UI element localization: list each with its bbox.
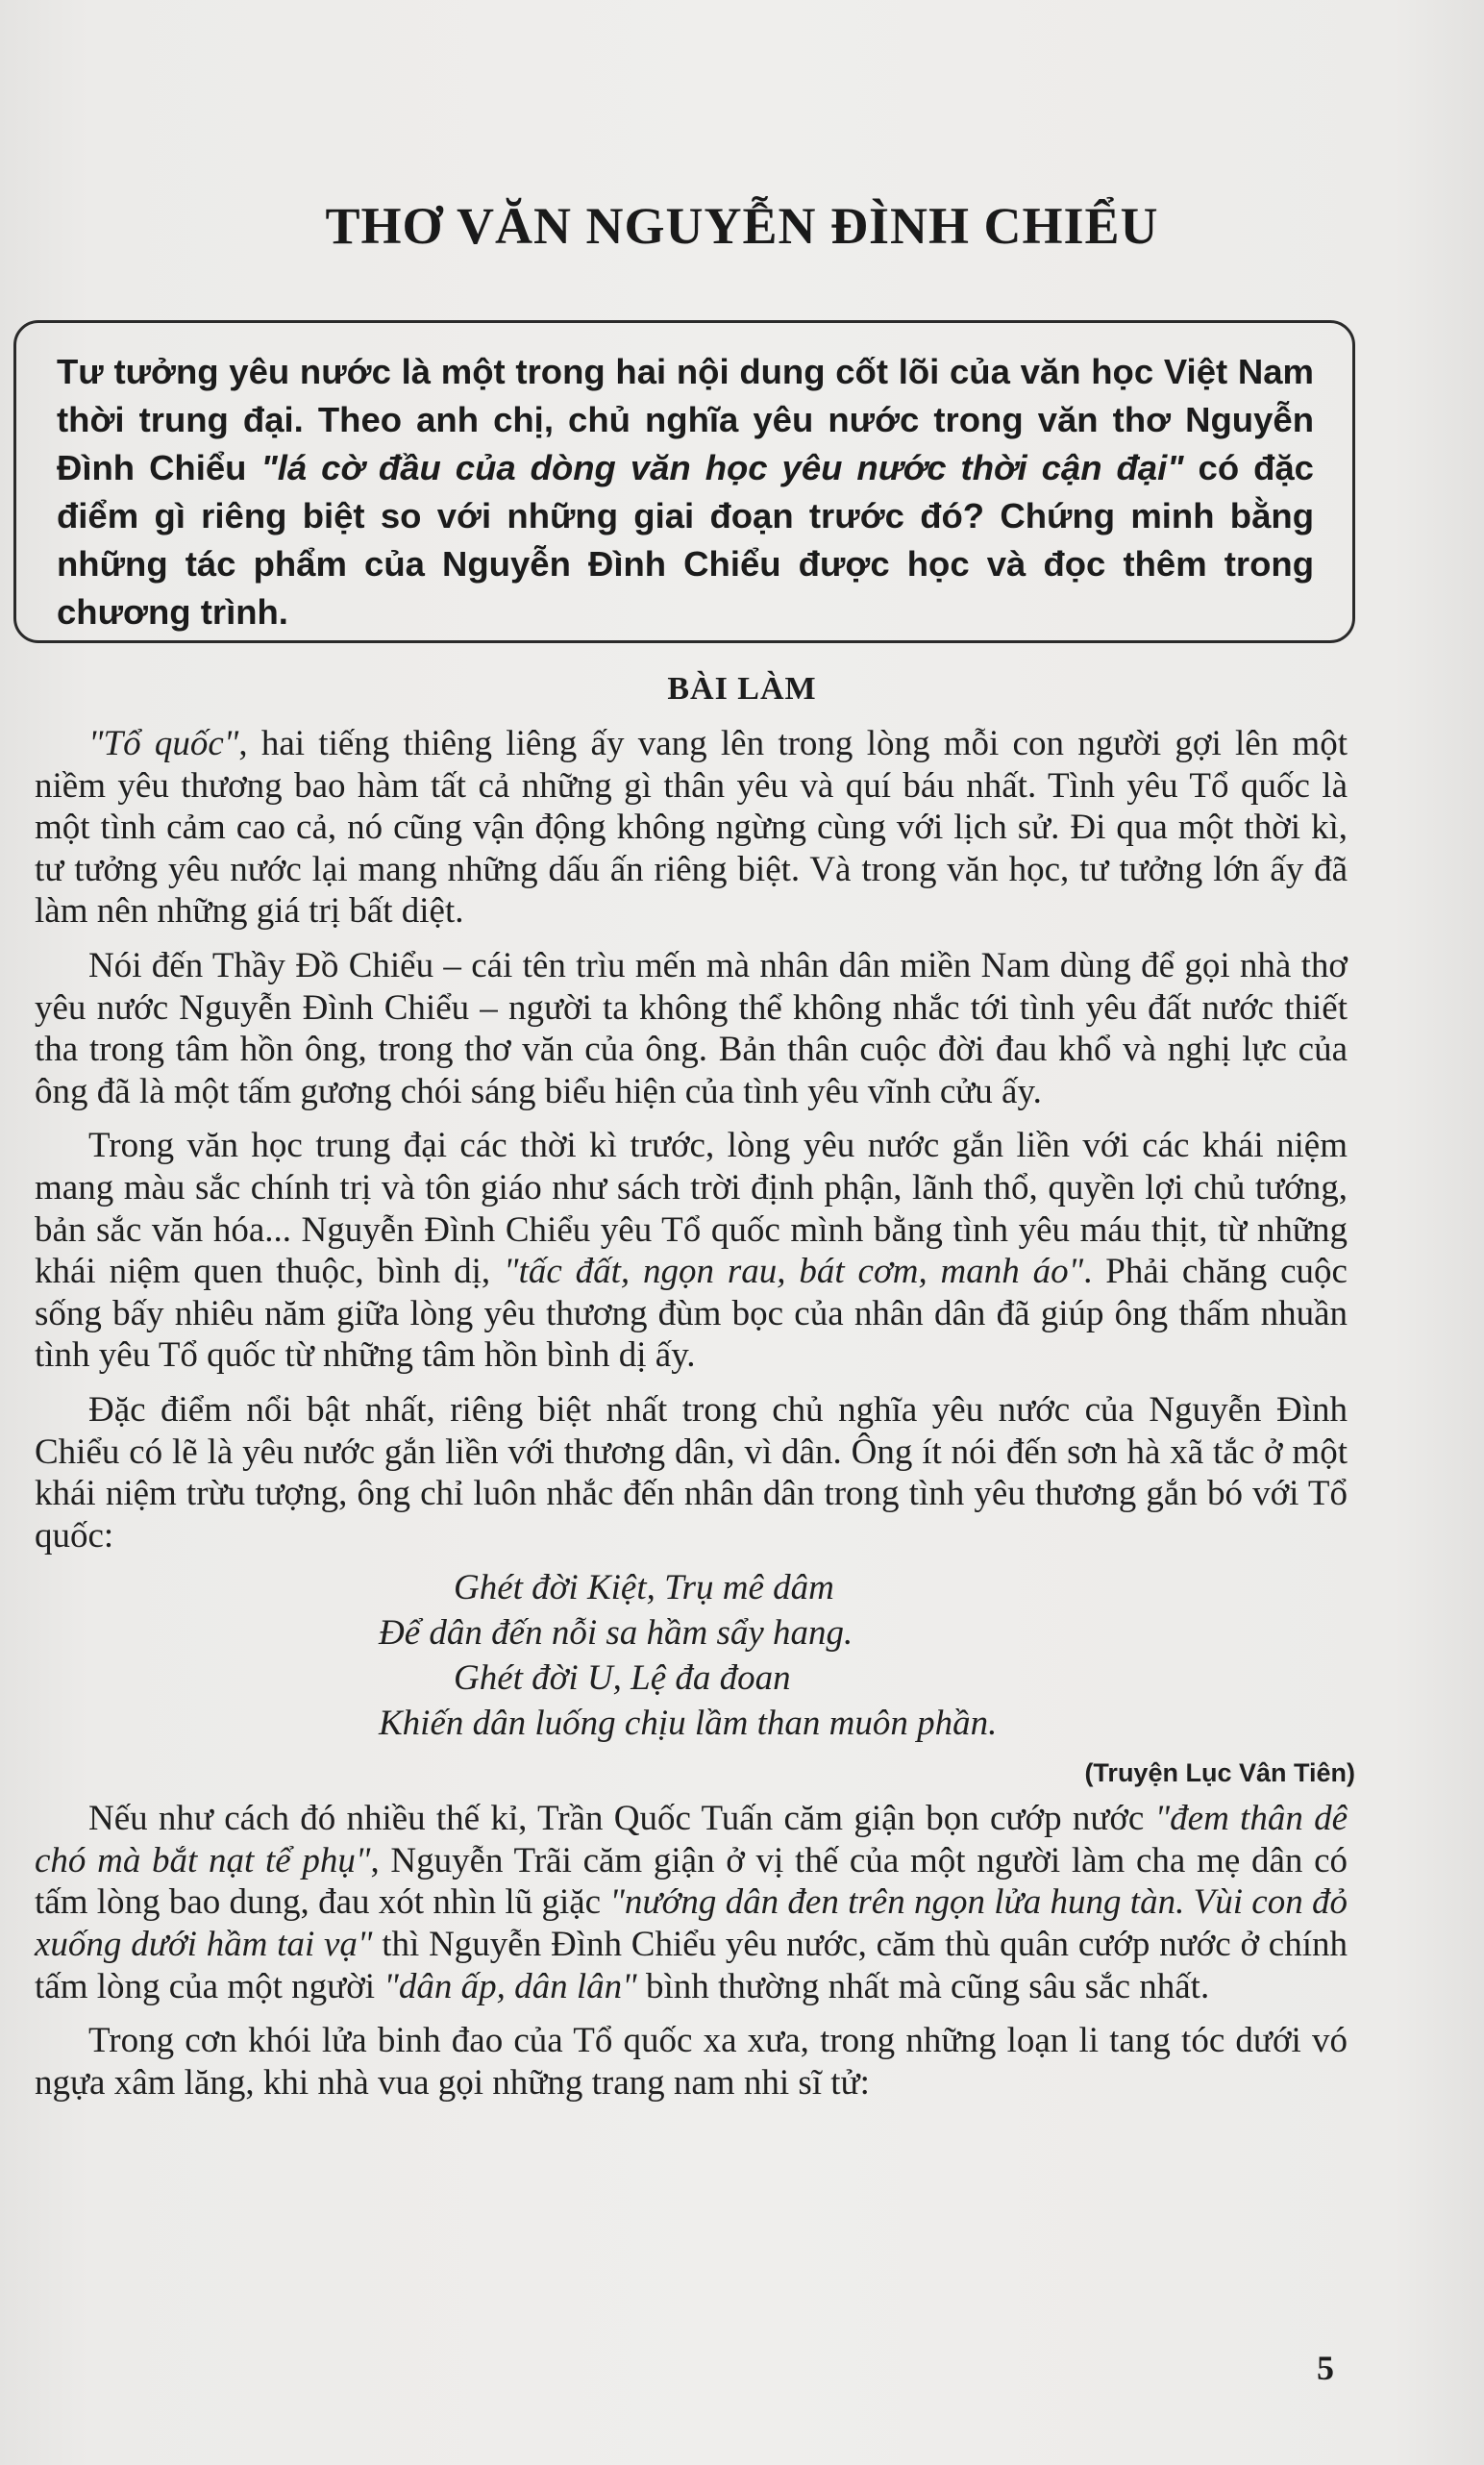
paragraph-5-text: bình thường nhất mà cũng sâu sắc nhất.: [636, 1966, 1210, 2006]
page-title: THƠ VĂN NGUYỄN ĐÌNH CHIỂU: [325, 197, 1159, 255]
poem-excerpt: [35, 1565, 1348, 1746]
question-text-end: có đặc điểm gì riêng biệt so với những giai đoạn trước đó? Chứng minh bằng những tác phẩm của Nguyễn Đình Chiểu được học và đọc thêm trong chương trình.: [57, 448, 1314, 632]
paragraph-1-quote: "Tổ quốc": [88, 724, 239, 763]
poem-line: Ghét đời Kiệt, Trụ mê dâm: [454, 1568, 834, 1608]
paragraph-3-quote: "tấc đất, ngọn rau, bát cơm, manh áo": [504, 1252, 1084, 1292]
paragraph-3-text: Trong văn học trung đại các thời kì trước, lòng yêu nước gắn liền với các khái niệm mang màu sắc chính trị và tôn giáo như sách trời định phận, lãnh thổ, quyền lợi chủ tướng, bản sắc văn hóa... Nguyễn Đình Chiểu yêu Tổ quốc mình bằng tình yêu máu thịt, từ những khái niệm quen thuộc, bình dị,: [35, 1126, 1348, 1292]
poem-line: Ghét đời U, Lệ đa đoan: [454, 1658, 791, 1699]
paragraph-1-text: , hai tiếng thiêng liêng ấy vang lên trong lòng mỗi con người gợi lên một niềm yêu thương bao hàm tất cả những gì thân yêu và quí báu nhất. Tình yêu Tổ quốc là một tình cảm cao cả, nó cũng vận động không ngừng cùng với lịch sử. Đi qua một thời kì, tư tưởng yêu nước lại mang những dấu ấn riêng biệt. Và trong văn học, tư tưởng lớn ấy đã làm nên những giá trị bất diệt.: [35, 724, 1348, 932]
paragraph-6: Trong cơn khói lửa binh đao của Tổ quốc xa xưa, trong những loạn li tang tóc dưới vó ngựa xâm lăng, khi nhà vua gọi những trang nam nhi sĩ tử:: [35, 2021, 1348, 2103]
poem-source: (Truyện Lục Vân Tiên): [1084, 1758, 1355, 1788]
poem-line: Khiến dân luống chịu lầm than muôn phần.: [379, 1704, 998, 1744]
poem-line: Để dân đến nỗi sa hầm sẩy hang.: [379, 1613, 853, 1654]
question-box: [13, 320, 1355, 643]
paragraph-5-text: thì Nguyễn Đình Chiểu yêu nước, căm thù quân cướp nước ở chính tấm lòng của một người: [35, 1925, 1348, 2006]
paragraph-5: [35, 1798, 1348, 2007]
essay-body: [35, 723, 1355, 2116]
paragraph-3-text-end: . Phải chăng cuộc sống bấy nhiêu năm giữa lòng yêu thương đùm bọc của nhân dân đã giúp ông thấm nhuần tình yêu Tổ quốc từ những tâm hồn bình dị ấy.: [35, 1252, 1348, 1376]
question-text: Tư tưởng yêu nước là một trong hai nội dung cốt lõi của văn học Việt Nam thời trung đại. Theo anh chị, chủ nghĩa yêu nước trong văn thơ Nguyễn Đình Chiểu: [57, 352, 1314, 487]
section-heading: BÀI LÀM: [667, 671, 817, 707]
paragraph-4: Đặc điểm nổi bật nhất, riêng biệt nhất trong chủ nghĩa yêu nước của Nguyễn Đình Chiểu có lẽ là yêu nước gắn liền với thương dân, vì dân. Ông ít nói đến sơn hà xã tắc ở một khái niệm trừu tượng, ông chỉ luôn nhắc đến nhân dân trong tình yêu thương gắn bó với Tổ quốc:: [35, 1389, 1348, 1556]
paragraph-5-quote: "dân ấp, dân lân": [383, 1966, 637, 2006]
paragraph-1: [35, 723, 1348, 933]
paragraph-5-text: Nếu như cách đó nhiều thế kỉ, Trần Quốc Tuấn căm giận bọn cướp nước: [88, 1799, 1155, 1839]
page-number: 5: [1317, 2349, 1334, 2387]
paragraph-5-text: , Nguyễn Trãi căm giận ở vị thế của một người làm cha mẹ dân có tấm lòng bao dung, đau xót nhìn lũ giặc: [35, 1840, 1348, 1923]
paragraph-3: [35, 1125, 1348, 1377]
paragraph-2: Nói đến Thầy Đồ Chiểu – cái tên trìu mến mà nhân dân miền Nam dùng để gọi nhà thơ yêu nước Nguyễn Đình Chiểu – người ta không thể không nhắc tới tình yêu đất nước thiết tha trong tâm hồn ông, trong thơ văn của ông. Bản thân cuộc đời đau khổ và nghị lực của ông đã là một tấm gương chói sáng biểu hiện của tình yêu vĩnh cửu ấy.: [35, 945, 1348, 1111]
question-quote: "lá cờ đầu của dòng văn học yêu nước thời cận đại": [260, 448, 1184, 487]
paragraph-5-quote: "nướng dân đen trên ngọn lửa hung tàn. Vùi con đỏ xuống dưới hầm tai vạ": [35, 1882, 1348, 1965]
paragraph-5-quote: "đem thân dê chó mà bắt nạt tể phụ": [35, 1799, 1348, 1880]
